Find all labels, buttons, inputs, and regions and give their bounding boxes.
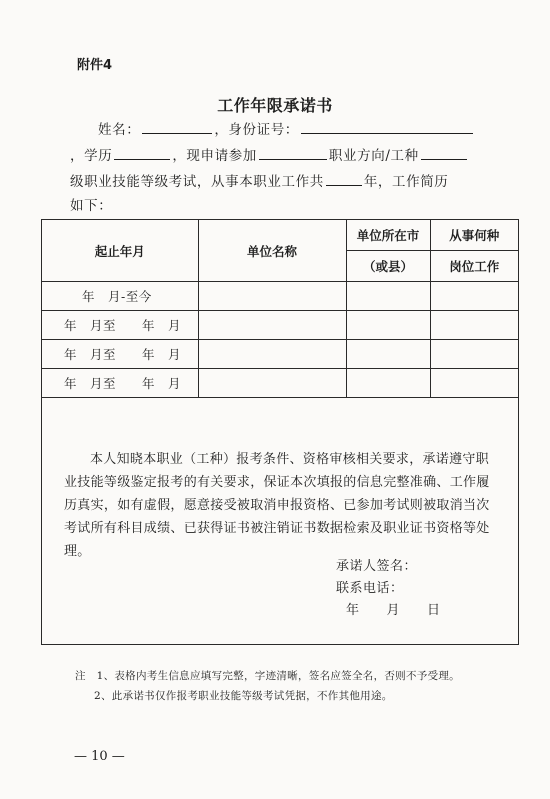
table-row bbox=[42, 311, 518, 340]
attachment-label: 附件4 bbox=[77, 58, 113, 73]
unit-name-cell[interactable] bbox=[198, 369, 346, 398]
id-label: ，身份证号： bbox=[214, 122, 299, 138]
header-location: 单位所在市 bbox=[346, 220, 430, 251]
note-2: 2、此承诺书仅作报考职业技能等级考试凭据，不作其他用途。 bbox=[94, 690, 393, 702]
header-job: 从事何种 bbox=[430, 220, 518, 251]
note-1: 注 1、表格内考生信息应填写完整，字迹清晰，签名应签全名，否则不予受理。 bbox=[75, 670, 460, 682]
job-cell[interactable] bbox=[430, 340, 518, 369]
apply-label: ，现申请参加 bbox=[172, 148, 257, 164]
education-field[interactable] bbox=[114, 146, 170, 160]
work-history-box bbox=[41, 219, 519, 645]
header-period: 起止年月 bbox=[42, 220, 198, 282]
header-location-sub: （或县） bbox=[346, 251, 430, 282]
location-cell[interactable] bbox=[346, 282, 430, 311]
name-field[interactable] bbox=[142, 120, 212, 134]
period-cell[interactable]: 年 月至 年 月 bbox=[42, 340, 198, 369]
table-row bbox=[42, 369, 518, 398]
occupation-field[interactable] bbox=[259, 146, 327, 160]
pledge-text: 本人知晓本职业（工种）报考条件、资格审核相关要求，承诺遵守职业技能等级鉴定报考的有关要求，保证本次填报的信息完整准确、工作履历真实，如有虚假，愿意接受被取消申报资格、已参加考试则被取消当次考试所有科目成绩、已获得证书被注销证书数据检索及职业证书资格等处理。 bbox=[64, 452, 490, 559]
work-history-table bbox=[42, 220, 518, 398]
page-number: — 10 — bbox=[74, 749, 125, 764]
id-number-field[interactable] bbox=[301, 120, 473, 134]
form-line-name-id bbox=[98, 118, 475, 138]
location-cell[interactable] bbox=[346, 311, 430, 340]
table-row bbox=[42, 340, 518, 369]
job-type-field[interactable] bbox=[421, 146, 467, 160]
signer-label: 承诺人签名： bbox=[336, 559, 418, 574]
level-label: 级职业技能等级考试，从事本职业工作共 bbox=[70, 174, 324, 190]
location-cell[interactable] bbox=[346, 340, 430, 369]
header-unit-name: 单位名称 bbox=[198, 220, 346, 282]
year-label: 年，工作简历 bbox=[363, 174, 449, 190]
table-row bbox=[42, 282, 518, 311]
phone-label: 联系电话： bbox=[336, 581, 404, 596]
unit-name-cell[interactable] bbox=[198, 282, 346, 311]
education-label: ，学历 bbox=[70, 148, 113, 164]
page-title: 工作年限承诺书 bbox=[217, 96, 333, 115]
period-cell[interactable]: 年 月至 年 月 bbox=[42, 369, 198, 398]
follow-label: 如下： bbox=[70, 198, 113, 214]
name-label: 姓名： bbox=[98, 122, 141, 138]
direction-label: 职业方向/工种 bbox=[328, 148, 419, 164]
unit-name-cell[interactable] bbox=[198, 311, 346, 340]
form-line-education bbox=[70, 144, 469, 164]
location-cell[interactable] bbox=[346, 369, 430, 398]
date-label: 年 月 日 bbox=[346, 603, 441, 618]
period-cell[interactable]: 年 月至 年 月 bbox=[42, 311, 198, 340]
job-cell[interactable] bbox=[430, 369, 518, 398]
unit-name-cell[interactable] bbox=[198, 340, 346, 369]
job-cell[interactable] bbox=[430, 311, 518, 340]
job-cell[interactable] bbox=[430, 282, 518, 311]
period-cell[interactable]: 年 月-至今 bbox=[42, 282, 198, 311]
form-line-level bbox=[70, 170, 448, 190]
years-field[interactable] bbox=[326, 172, 362, 186]
header-job-sub: 岗位工作 bbox=[430, 251, 518, 282]
